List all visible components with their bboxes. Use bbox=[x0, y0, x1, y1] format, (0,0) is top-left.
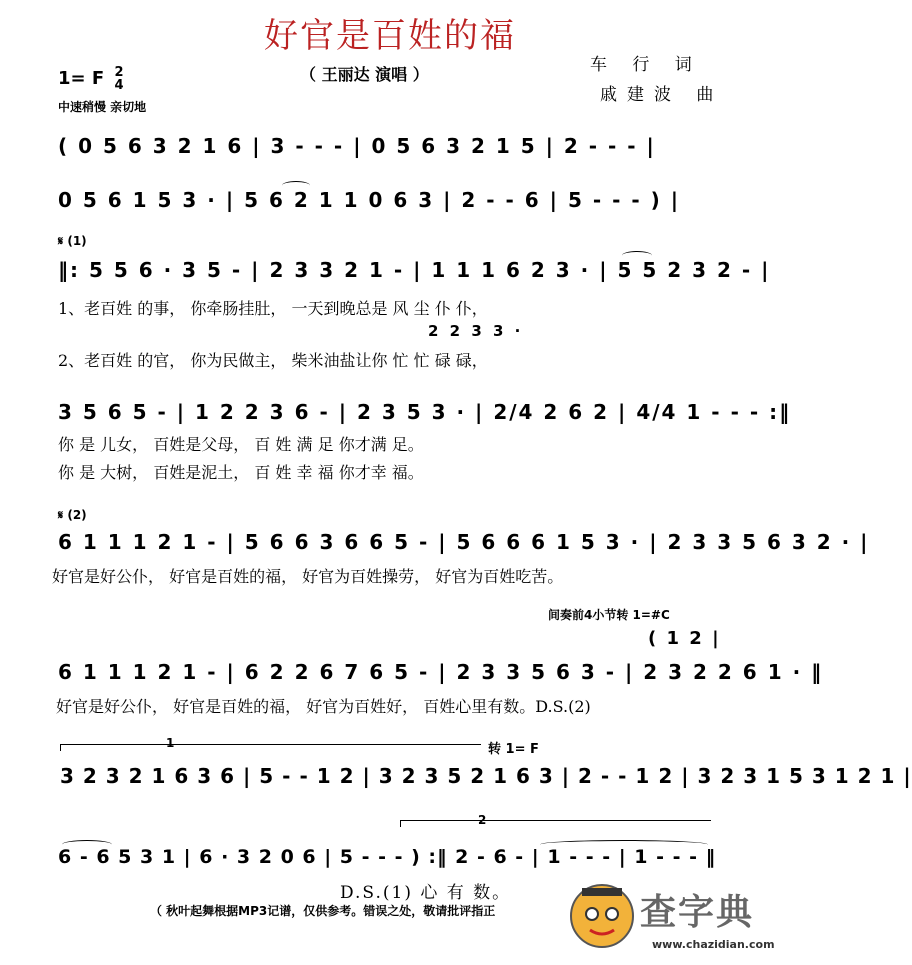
segno-1: 𝄋 (1) bbox=[58, 234, 87, 248]
mascot-icon bbox=[570, 884, 634, 948]
logo-url: www.chazidian.com bbox=[652, 938, 775, 951]
score-line-6: 6 1 1 1 2 1 - | 6 2 2 6 7 6 5 - | 2 3 3 5 6 3 - | 2 3 2 2 6 1 · ‖ bbox=[58, 660, 824, 684]
transpose-label: 转 1= F bbox=[488, 742, 539, 757]
time-signature bbox=[114, 66, 123, 92]
lyricist-credit: 车 行 词 bbox=[590, 55, 702, 75]
composer-credit: 戚建波 曲 bbox=[600, 85, 724, 105]
volta-2-label: 2 bbox=[478, 813, 487, 827]
modulation-note: 间奏前4小节转 1=#C bbox=[548, 608, 670, 622]
lyric-verse1-a: 1、老百姓 的事， 你牵肠挂肚， 一天到晚总是 风 尘 仆 仆， bbox=[58, 299, 488, 318]
pickup-notes: ( 1 2 | bbox=[648, 628, 721, 649]
score-line-3: ‖: 5 5 6 · 3 5 - | 2 3 3 2 1 - | 1 1 1 6 2 3 · | 5 5 2 3 2 - | bbox=[58, 258, 771, 282]
lyric-verse2-a: 2、老百姓 的官， 你为民做主， 柴米油盐让你 忙 忙 碌 碌， bbox=[58, 351, 488, 370]
score-line-8: 6 - 6 5 3 1 | 6 · 3 2 0 6 | 5 - - - ) :‖ 2 - 6 - | 1 - - - | 1 - - - ‖ bbox=[58, 846, 717, 868]
score-line-7: 3 2 3 2 1 6 3 6 | 5 - - 1 2 | 3 2 3 5 2 1 6 3 | 2 - - 1 2 | 3 2 3 1 5 3 1 2 1 | bbox=[60, 764, 912, 788]
lyric-chorus-b: 好官是好公仆， 好官是百姓的福， 好官为百姓好， 百姓心里有数。D.S.(2) bbox=[56, 697, 591, 716]
volta-1-label: 1 bbox=[166, 736, 175, 750]
slur bbox=[282, 181, 310, 190]
logo-name: 查字典 bbox=[640, 892, 755, 933]
lyric-verse1-b: 你 是 儿女， 百姓是父母， 百 姓 满 足 你才满 足。 bbox=[58, 435, 424, 454]
time-numerator: 2 bbox=[114, 65, 124, 80]
song-title: 好官是百姓的福 bbox=[264, 16, 516, 56]
lyric-verse2-b: 你 是 大树， 百姓是泥土， 百 姓 幸 福 你才幸 福。 bbox=[58, 463, 424, 482]
tempo-marking: 中速稍慢 亲切地 bbox=[58, 100, 147, 114]
segno-2: 𝄋 (2) bbox=[58, 508, 87, 522]
key-label: 1= F bbox=[58, 68, 105, 89]
volta-bracket-1 bbox=[60, 744, 481, 751]
key-signature bbox=[58, 66, 124, 92]
score-line-1: ( 0 5 6 3 2 1 6 | 3 - - - | 0 5 6 3 2 1 5 | 2 - - - | bbox=[58, 134, 656, 158]
time-denominator: 4 bbox=[114, 78, 124, 93]
alt-notes: 2 2 3 3 · bbox=[428, 322, 524, 340]
site-logo bbox=[560, 880, 775, 960]
score-line-5: 6 1 1 1 2 1 - | 5 6 6 3 6 6 5 - | 5 6 6 6 1 5 3 · | 2 3 3 5 6 3 2 · | bbox=[58, 530, 870, 554]
score-line-2: 0 5 6 1 5 3 · | 5 6 2 1 1 0 6 3 | 2 - - 6 | 5 - - - ) | bbox=[58, 188, 681, 212]
footer-note: （ 秋叶起舞根据MP3记谱，仅供参考。错误之处，敬请批评指正 bbox=[150, 904, 496, 918]
lyric-chorus-a: 好官是好公仆， 好官是百姓的福， 好官为百姓操劳， 好官为百姓吃苦。 bbox=[52, 567, 564, 586]
lyric-ending: D.S.(1) 心 有 数。 bbox=[340, 883, 512, 903]
singer-credit: （ 王丽达 演唱 ） bbox=[300, 65, 429, 84]
slur bbox=[622, 251, 652, 260]
volta-bracket-2 bbox=[400, 820, 711, 827]
score-line-4: 3 5 6 5 - | 1 2 2 3 6 - | 2 3 5 3 · | 2/4 2 6 2 | 4/4 1 - - - :‖ bbox=[58, 400, 792, 424]
